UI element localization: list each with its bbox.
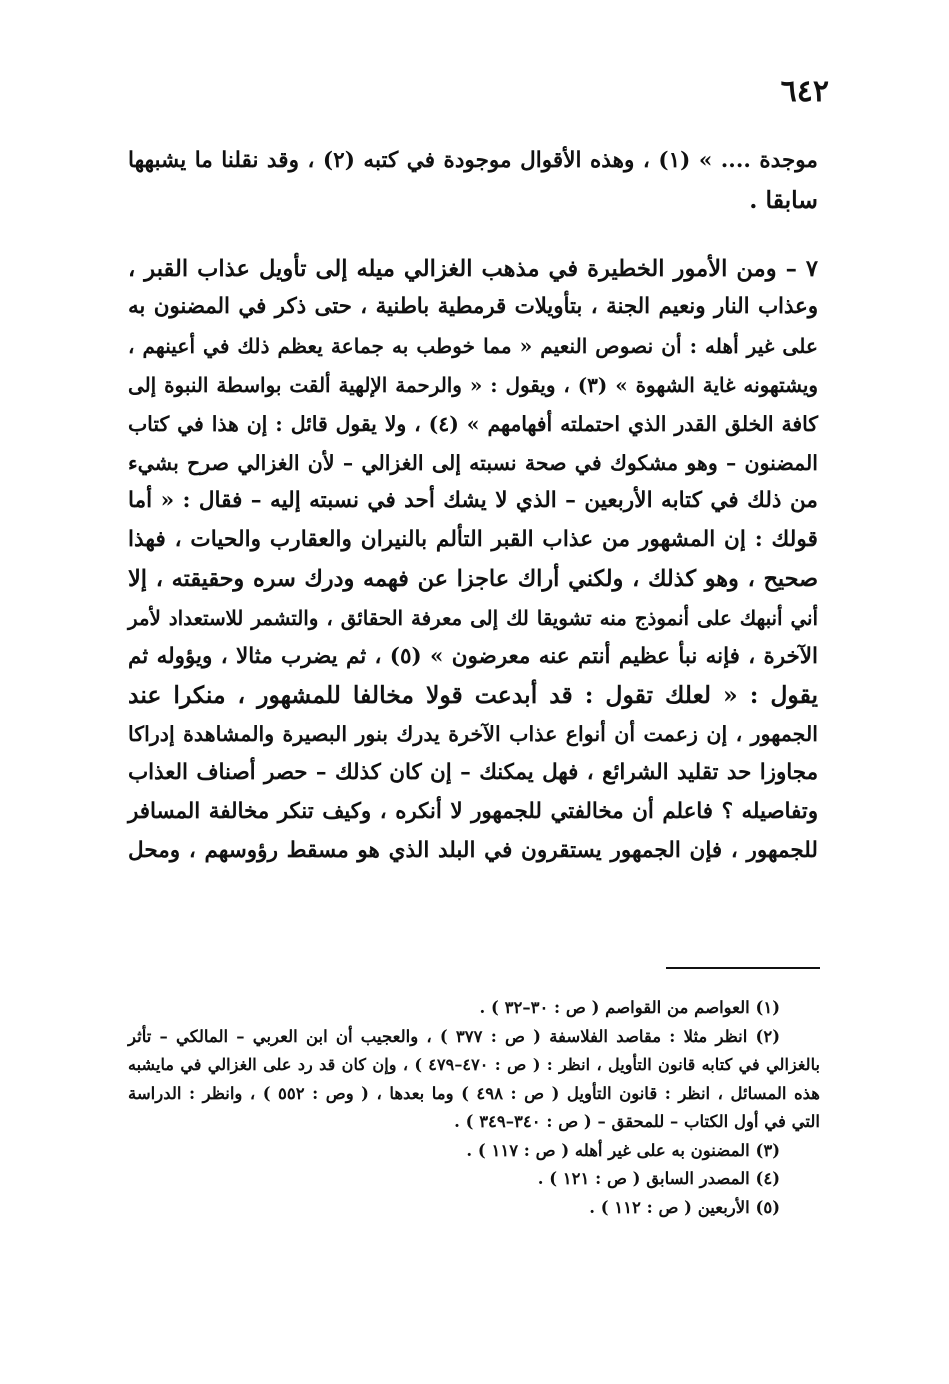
main-text [128,142,818,870]
footnote-2: (٢) انظر مثلا : مقاصد الفلاسفة ( ص : ٣٧٧ ) ، والعجيب أن ابن العربي – المالكي – تأثر [128,1026,780,1046]
text-line: وتفاصيله ؟ فاعلم أن مخالفتي للجمهور لا أنكره ، وكيف تنكر مخالفة المسافر [128,798,818,824]
text-line: ويشتهونه غاية الشهوة » (٣) ، ويقول : « والرحمة الإلهية ألقت بواسطة النبوة إلى [128,372,818,397]
footnote-2-continued: التي في أول الكتاب – للمحقق – ( ص : ٣٤٠–٣٤٩ ) . [454,1112,820,1131]
footnote-1: (١) العواصم من القواصم ( ص : ٣٠–٣٢ ) . [479,998,780,1017]
text-line: من ذلك في كتابه الأربعين – الذي لا يشك أحد في نسبته إليه – فقال : « أما [128,488,818,514]
text-line: الجمهور ، إن زعمت أن أنواع عذاب الآخرة يدرك بنور البصيرة والمشاهدة إدراكا [128,722,818,747]
text-line: يقول : « لعلك تقول : قد أبدعت قولا مخالفا للمشهور ، منكرا عند [128,681,818,710]
text-line: قولك : إن المشهور من عذاب القبر التألم بالنيران والعقارب والحيات ، فهذا [128,527,818,553]
text-line: موجدة .... » (١) ، وهذه الأقوال موجودة في كتبه (٢) ، وقد نقلنا ما يشبهها [128,148,818,173]
text-line: للجمهور ، فإن الجمهور يستقرون في البلد الذي هو مسقط رؤوسهم ، ومحل [128,837,818,863]
footnote-2-continued: بالغزالي في كتابه قانون التأويل ، انظر : ( ص : ٤٧٠–٤٧٩ ) ، وإن كان قد رد على الغزالي في مايشبه [128,1055,820,1074]
text-line: كافة الخلق القدر الذي احتملته أفهامهم » (٤) ، ولا يقول قائل : إن هذا في كتاب [128,411,818,436]
text-line: الآخرة ، فإنه نبأ عظيم أنتم عنه معرضون » (٥) ، ثم يضرب مثالا ، ويؤوله ثم [128,643,818,669]
footnotes [128,992,820,1222]
text-line: أني أنبهك على أنموذج منه تشويقا لك إلى معرفة الحقائق ، والتشمر للاستعداد لأمر [128,605,818,630]
text-line: مجاوزا حد تقليد الشرائع ، فهل يمكنك – إن كان كذلك – حصر أصناف العذاب [128,759,818,785]
paragraph-gap [128,220,818,250]
text-line: المضنون – وهو مشكوك في صحة نسبته إلى الغزالي – لأن الغزالي صرح بشيء [128,450,818,475]
footnote-4: (٤) المصدر السابق ( ص : ١٢١ ) . [537,1169,780,1188]
text-line: وعذاب النار ونعيم الجنة ، بتأويلات قرمطية باطنية ، حتى ذكر في المضنون به [128,294,818,320]
footnote-2-continued: هذه المسائل ، انظر : قانون التأويل ( ص : ٤٩٨ ) وما بعدها ، ( وص : ٥٥٢ ) ، وانظر : الدراسة [128,1083,820,1103]
footnote-separator [666,967,820,969]
page-number: ٦٤٢ [780,74,829,109]
text-line: صحيح ، وهو كذلك ، ولكني أراك عاجزا عن فهمه ودرك سره وحقيقته ، إلا [128,565,818,592]
footnote-3: (٣) المضنون به على غير أهله ( ص : ١١٧ ) . [466,1140,780,1160]
text-line: على غير أهله : أن نصوص النعيم « مما خوطب به جماعة يعظم ذلك في أعينهم ، [128,334,818,359]
text-line: ٧ – ومن الأمور الخطيرة في مذهب الغزالي ميله إلى تأويل عذاب القبر ، [128,255,818,282]
footnote-5: (٥) الأربعين ( ص : ١١٢ ) . [589,1197,780,1217]
text-line: سابقا . [749,185,818,214]
